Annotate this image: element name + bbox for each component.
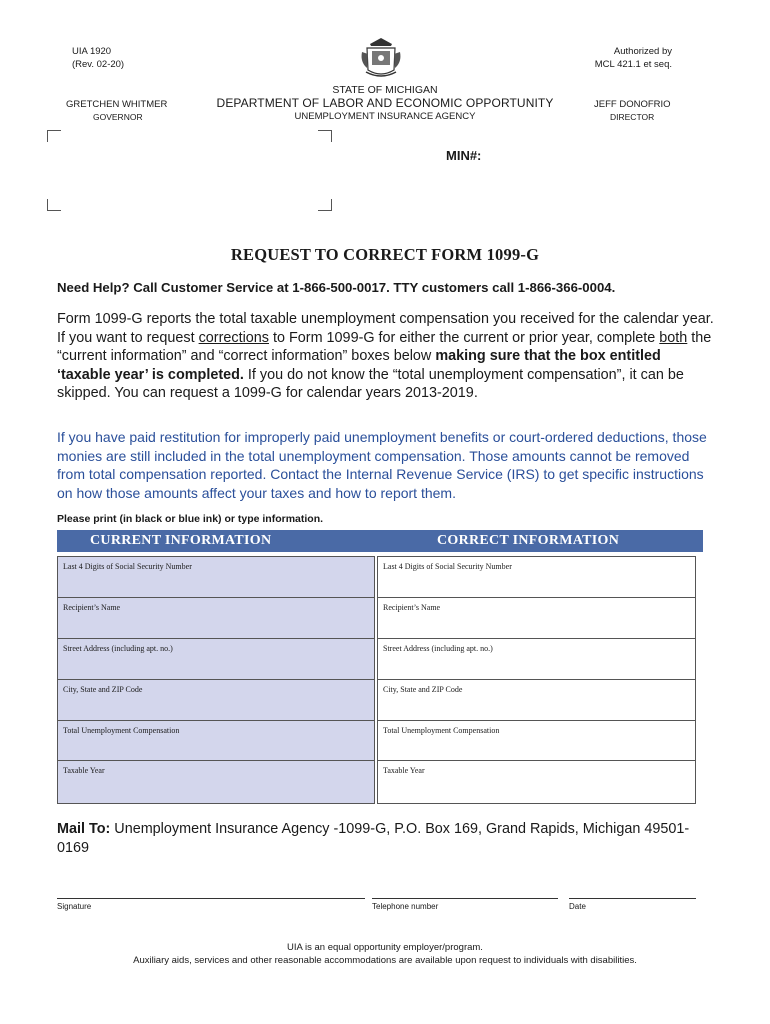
address-window-corner bbox=[318, 130, 332, 142]
field-label: Taxable Year bbox=[63, 766, 105, 776]
field-label: City, State and ZIP Code bbox=[383, 684, 463, 694]
address-window-corner bbox=[318, 199, 332, 211]
instructions-text: Form 1099-G reports the total taxable unemployment compensation you received for the calendar year. If you want to request bbox=[57, 311, 714, 346]
field-label: Street Address (including apt. no.) bbox=[383, 643, 493, 653]
authorized-statute: MCL 421.1 et seq. bbox=[594, 59, 672, 70]
instructions-underline-both: both bbox=[659, 329, 688, 346]
field-label: Total Unemployment Compensation bbox=[383, 725, 500, 735]
director-title: DIRECTOR bbox=[610, 112, 655, 122]
correct-information-header: CORRECT INFORMATION bbox=[437, 533, 620, 548]
print-note: Please print (in black or blue ink) or type information. bbox=[57, 513, 324, 525]
correct-ssn-field[interactable] bbox=[378, 557, 695, 598]
signature-label: Signature bbox=[57, 902, 92, 911]
date-line[interactable] bbox=[569, 898, 696, 899]
form-number: UIA 1920 bbox=[72, 46, 112, 57]
correct-city-field[interactable] bbox=[378, 680, 695, 721]
authorization-block bbox=[595, 45, 672, 71]
mail-to-label: Mail To: bbox=[57, 821, 111, 837]
date-label: Date bbox=[569, 902, 586, 911]
field-label: City, State and ZIP Code bbox=[63, 684, 143, 694]
director-name: JEFF DONOFRIO bbox=[594, 99, 671, 110]
correct-taxable-year-field[interactable] bbox=[378, 761, 695, 804]
telephone-label: Telephone number bbox=[372, 902, 439, 911]
address-window-corner bbox=[47, 130, 61, 142]
mail-to-text: Unemployment Insurance Agency -1099-G, P.O. Box 169, Grand Rapids, Michigan 49501-0169 bbox=[57, 821, 690, 856]
instructions-bold: making sure that the box entitled ‘taxable year’ is completed. bbox=[57, 348, 661, 383]
agency-name: UNEMPLOYMENT INSURANCE AGENCY bbox=[294, 111, 476, 122]
form-id-block bbox=[72, 45, 124, 71]
min-label: MIN#: bbox=[446, 148, 482, 163]
michigan-seal-icon bbox=[358, 34, 404, 80]
department-name: DEPARTMENT OF LABOR AND ECONOMIC OPPORTUNITY bbox=[216, 96, 554, 110]
address-window-corner bbox=[47, 199, 61, 211]
field-label: Last 4 Digits of Social Security Number bbox=[63, 562, 192, 571]
current-information-header: CURRENT INFORMATION bbox=[90, 533, 272, 548]
field-label: Total Unemployment Compensation bbox=[63, 725, 180, 735]
mail-to-address bbox=[57, 820, 697, 857]
field-label: Taxable Year bbox=[383, 766, 425, 776]
current-information-column bbox=[57, 556, 375, 804]
field-label: Recipient’s Name bbox=[63, 602, 121, 612]
current-ssn-field[interactable] bbox=[58, 557, 374, 598]
current-city-field[interactable] bbox=[58, 680, 374, 721]
authorized-by: Authorized by bbox=[613, 46, 672, 57]
field-label: Last 4 Digits of Social Security Number bbox=[383, 562, 512, 571]
governor-name: GRETCHEN WHITMER bbox=[66, 99, 168, 110]
correct-name-field[interactable] bbox=[378, 598, 695, 639]
form-revision: (Rev. 02-20) bbox=[72, 59, 125, 70]
telephone-line[interactable] bbox=[372, 898, 558, 899]
governor-title: GOVERNOR bbox=[93, 112, 143, 122]
table-header bbox=[57, 530, 703, 552]
help-line: Need Help? Call Customer Service at 1-866-500-0017. TTY customers call 1-866-366-0004. bbox=[57, 280, 616, 295]
field-label: Street Address (including apt. no.) bbox=[63, 643, 173, 653]
instructions-text: the “current information” and “correct information” boxes below bbox=[57, 329, 712, 364]
correct-information-column bbox=[377, 556, 696, 804]
form-title: REQUEST TO CORRECT FORM 1099-G bbox=[230, 245, 540, 264]
state-name: STATE OF MICHIGAN bbox=[332, 84, 438, 96]
restitution-notice: If you have paid restitution for improperly paid unemployment benefits or court-ordered deductions, those monies are still included in the total unemployment compensation. Those amounts cannot be removed from total compensation reported. Contact the Internal Revenue Service (IRS) to get specific instructions on how those amounts affect your taxes and how to report them. bbox=[57, 429, 707, 501]
signature-line[interactable] bbox=[57, 898, 365, 899]
field-label: Recipient’s Name bbox=[383, 602, 441, 612]
current-taxable-year-field[interactable] bbox=[58, 761, 374, 804]
current-name-field[interactable] bbox=[58, 598, 374, 639]
correct-compensation-field[interactable] bbox=[378, 721, 695, 762]
instructions-text: to Form 1099-G for either the current or prior year, complete bbox=[268, 329, 660, 346]
accommodations-notice: Auxiliary aids, services and other reasonable accommodations are available upon request to individuals with disabilities. bbox=[133, 955, 637, 966]
current-street-field[interactable] bbox=[58, 639, 374, 680]
correct-street-field[interactable] bbox=[378, 639, 695, 680]
instructions-paragraph bbox=[57, 310, 717, 403]
instructions-text: If you do not know the “total unemployment compensation”, it can be skipped. You can request a 1099-G for calendar years 2013-2019. bbox=[57, 366, 684, 401]
instructions-underline-corrections: corrections bbox=[198, 329, 269, 346]
current-compensation-field[interactable] bbox=[58, 721, 374, 762]
equal-opportunity-notice: UIA is an equal opportunity employer/program. bbox=[287, 942, 483, 953]
